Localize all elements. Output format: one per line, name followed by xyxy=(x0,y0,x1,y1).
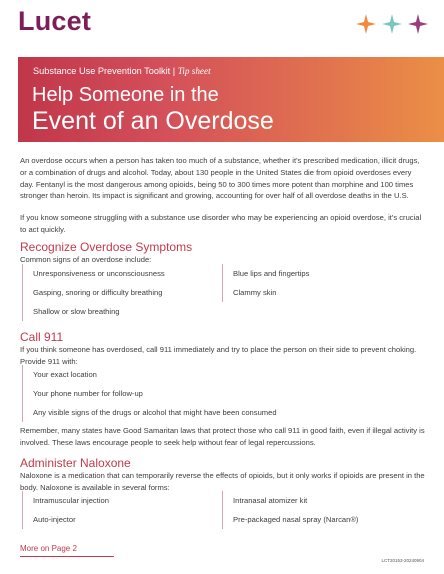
page-title-line2: Event of an Overdose xyxy=(32,107,274,135)
lucet-logo: Lucet xyxy=(18,6,92,36)
list-item: Any visible signs of the drugs or alcohol that might have been consumed xyxy=(33,408,277,417)
page-title-line1: Help Someone in the xyxy=(32,84,219,106)
list-item: Your phone number for follow-up xyxy=(33,389,143,398)
intro-paragraph-2: If you know someone struggling with a substance use disorder who may be experiencing an opioid overdose, it's crucial to act quickly. xyxy=(20,213,422,234)
list-item: Intranasal atomizer kit xyxy=(233,496,308,505)
decorative-stars xyxy=(356,14,428,34)
subtitle-prefix: Substance Use Prevention Toolkit | xyxy=(33,66,178,76)
list-item: Auto-injector xyxy=(33,515,76,524)
list-item: Intramuscular injection xyxy=(33,496,109,505)
purple-star-icon xyxy=(408,14,428,34)
list-item: Blue lips and fingertips xyxy=(233,269,310,278)
call-911-list xyxy=(22,365,277,422)
naloxone-lead: Naloxone is a medication that can temporarily reverse the effects of opioids, but it only works if opioids are present in the body. Naloxone is available in several forms: xyxy=(20,471,425,492)
teal-star-icon xyxy=(382,14,402,34)
document-code: LCT20153-20240904 xyxy=(381,558,424,563)
title-banner xyxy=(18,57,444,142)
list-item: Clammy skin xyxy=(233,288,277,297)
symptoms-list-right xyxy=(222,264,309,302)
orange-star-icon xyxy=(356,14,376,34)
good-samaritan-note: Remember, many states have Good Samaritan laws that protect those who call 911 in good faith, even if illegal activity is involved. These laws encourage people to seek help without fear of legal repercussions. xyxy=(20,426,425,447)
list-item: Unresponsiveness or unconsciousness xyxy=(33,269,165,278)
recognize-lead: Common signs of an overdose include: xyxy=(20,255,152,264)
call-911-heading: Call 911 xyxy=(20,330,64,344)
intro-paragraph: An overdose occurs when a person has taken too much of a substance, whether it's prescribed medication, illicit drugs, or a combination of drugs and alcohol. Today, about 130 people in the United States die from opioid overdoses every day. Fentanyl is the most dangerous among opioids, being 50 to 300 times more potent than morphine and 100 times stronger than heroin. Its impact is significant and growing, accounting for over half of all overdose deaths in the U.S. xyxy=(20,156,420,201)
list-item: Your exact location xyxy=(33,370,97,379)
call-911-lead: If you think someone has overdosed, call 911 immediately and try to place the person on their side to prevent choking. Provide 911 with: xyxy=(20,345,417,366)
subtitle-tip-sheet: Tip sheet xyxy=(177,66,211,76)
more-on-page-2-link[interactable]: More on Page 2 xyxy=(20,544,77,553)
banner-subtitle xyxy=(33,66,211,76)
naloxone-list-right xyxy=(222,491,358,529)
list-item: Shallow or slow breathing xyxy=(33,307,120,316)
naloxone-heading: Administer Naloxone xyxy=(20,456,131,470)
naloxone-list-left xyxy=(22,491,109,529)
list-item: Gasping, snoring or difficulty breathing xyxy=(33,288,163,297)
footer-divider xyxy=(20,556,114,557)
recognize-heading: Recognize Overdose Symptoms xyxy=(20,240,193,254)
list-item: Pre-packaged nasal spray (Narcan®) xyxy=(233,515,359,524)
symptoms-list-left xyxy=(22,264,165,321)
